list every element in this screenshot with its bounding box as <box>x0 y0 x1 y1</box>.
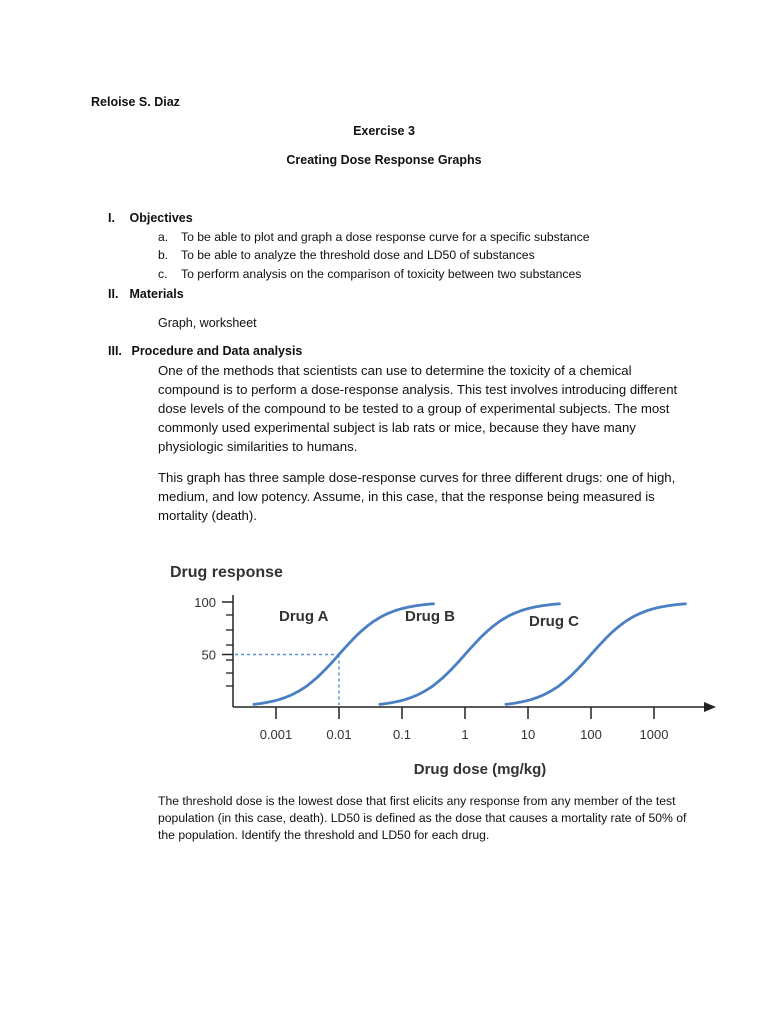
series-label: Drug C <box>529 613 579 630</box>
x-tick-label: 0.1 <box>392 727 412 742</box>
section-materials-heading <box>108 287 184 301</box>
procedure-paragraph-2: This graph has three sample dose-response curves for three different drugs: one of high, medium, and low potency. Assume, in this case, that the response being measured is mortality (death). <box>158 470 676 523</box>
y-tick-label: 50 <box>201 647 216 663</box>
y-axis-ticks <box>194 595 233 663</box>
x-tick-label: 1 <box>461 727 469 742</box>
x-tick-label: 1000 <box>639 727 669 742</box>
x-axis-arrow <box>704 702 716 712</box>
list-text: To perform analysis on the comparison of toxicity between two substances <box>181 267 582 281</box>
x-tick-label: 0.001 <box>259 727 293 742</box>
section-title: Materials <box>129 287 184 301</box>
section-number: I. <box>108 211 115 225</box>
materials-content: Graph, worksheet <box>158 316 257 330</box>
section-procedure-heading <box>108 344 302 358</box>
section-number: II. <box>108 287 119 301</box>
procedure-paragraph-1: One of the methods that scientists can use to determine the toxicity of a chemical compound is to perform a dose-response analysis. This test involves introducing different dose levels of the compound to be tested to a group of experimental subjects. The most commonly used experimental subject is lab rats or mice, because they have many physiologic similarities to humans. <box>158 363 678 454</box>
x-axis-ticks <box>260 707 669 742</box>
x-axis-label: Drug dose (mg/kg) <box>413 761 547 778</box>
x-tick-label: 10 <box>520 727 536 742</box>
section-title: Objectives <box>129 211 193 225</box>
list-text: To be able to plot and graph a dose response curve for a specific substance <box>181 230 590 244</box>
section-objectives-heading <box>108 211 193 225</box>
exercise-number: Exercise 3 <box>353 124 415 138</box>
series-labels <box>279 608 579 630</box>
list-letter: b. <box>158 248 169 262</box>
chart-title: Drug response <box>170 564 283 581</box>
author-name: Reloise S. Diaz <box>91 95 180 109</box>
section-number: III. <box>108 344 122 358</box>
procedure-paragraph-3: The threshold dose is the lowest dose that first elicits any response from any member of the test population (in this case, death). LD50 is defined as the dose that causes a mortality rate of 50% of the population. Identify the threshold and LD50 for each drug. <box>158 794 687 842</box>
y-tick-label: 100 <box>194 595 216 610</box>
series-label: Drug A <box>279 608 329 625</box>
list-letter: a. <box>158 230 169 244</box>
list-text: To be able to analyze the threshold dose and LD50 of substances <box>181 248 535 262</box>
list-letter: c. <box>158 267 168 281</box>
series-label: Drug B <box>405 608 455 625</box>
exercise-title: Creating Dose Response Graphs <box>286 153 482 167</box>
dose-response-chart <box>160 555 740 785</box>
x-tick-label: 100 <box>580 727 602 742</box>
x-tick-label: 0.01 <box>326 727 352 742</box>
section-title: Procedure and Data analysis <box>131 344 303 358</box>
